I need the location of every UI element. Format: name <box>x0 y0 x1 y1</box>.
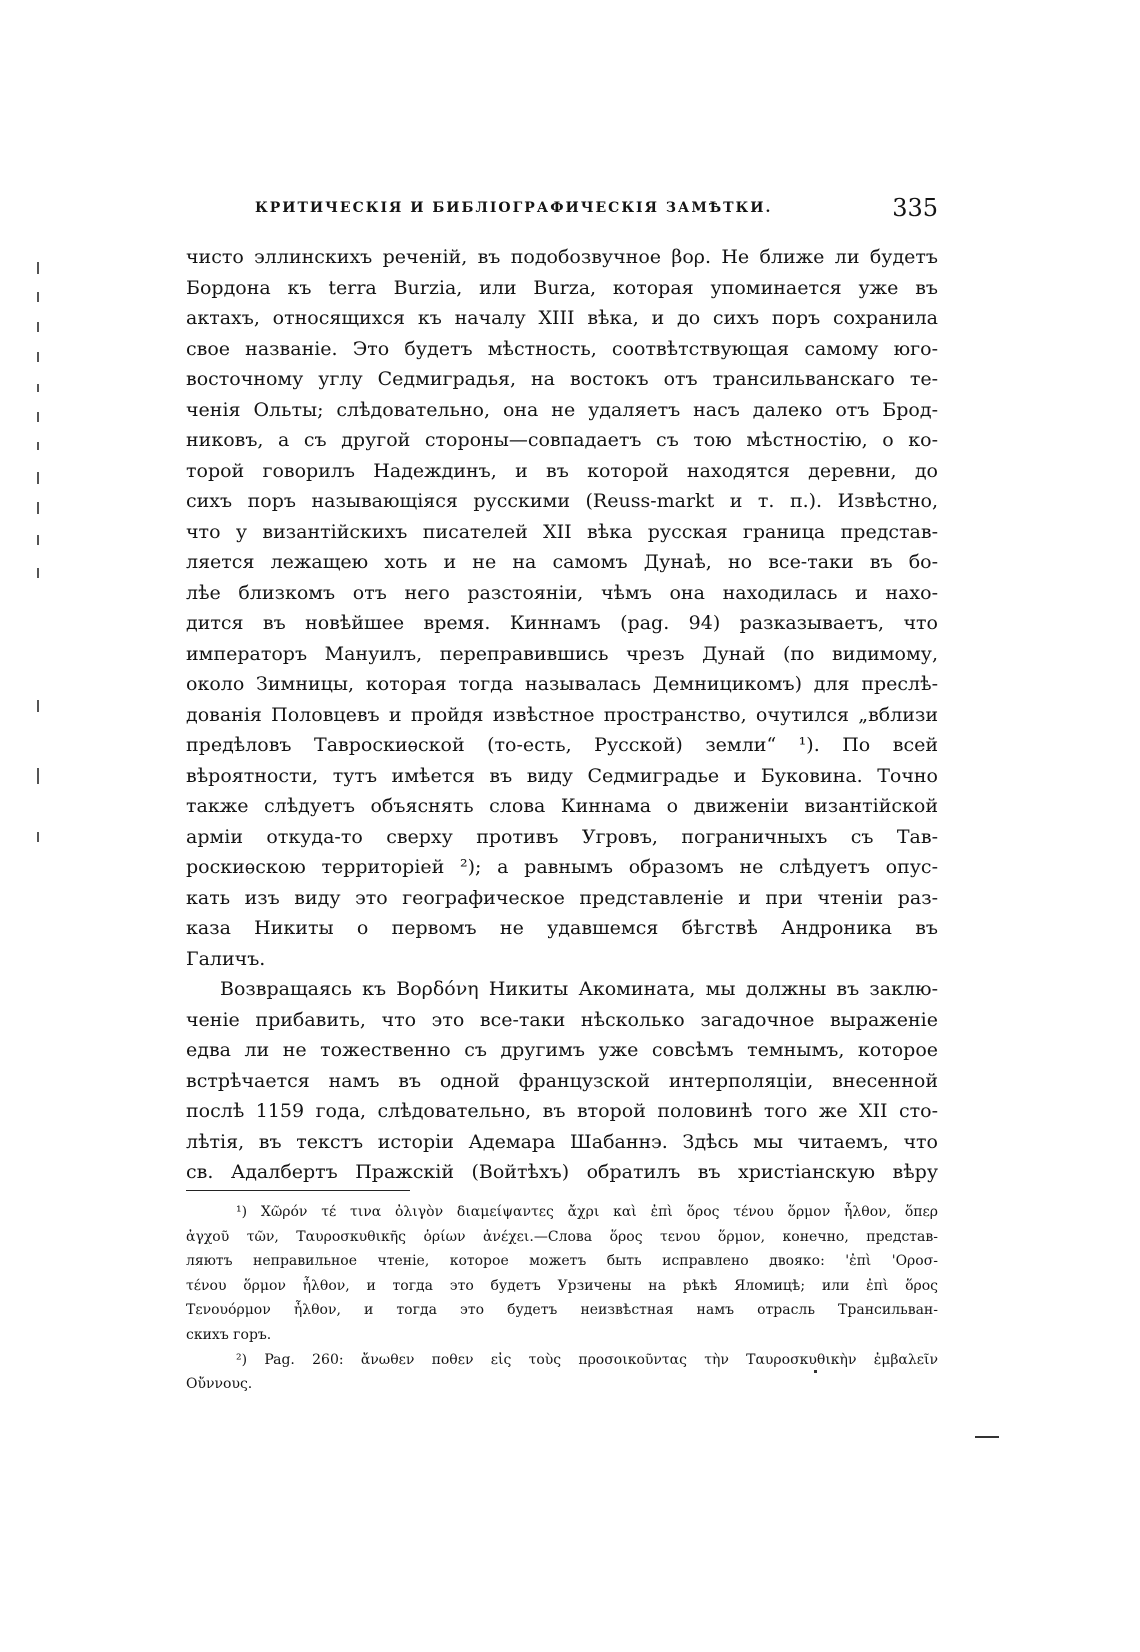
text-line: кать изъ виду это географическое представленіе и при чтеніи раз- <box>186 886 938 909</box>
text-line: вѣроятности, тутъ имѣется въ виду Седмиградье и Буковина. Точно <box>186 764 938 787</box>
text-line: ченія Ольты; слѣдовательно, она не удаляетъ насъ далеко отъ Брод- <box>186 398 938 421</box>
page-number: 335 <box>892 194 938 222</box>
text-line: актахъ, относящихся къ началу XIII вѣка, и до сихъ поръ сохранила <box>186 307 938 329</box>
text-line: арміи откуда-то сверху противъ Угровъ, пограничныхъ съ Тав- <box>186 825 938 848</box>
text-line: восточному углу Седмиградья, на востокъ отъ трансильванскаго те- <box>186 368 938 390</box>
footnotes <box>186 1200 938 1397</box>
scan-margin-mark <box>37 322 39 332</box>
scan-margin-mark <box>37 568 39 578</box>
scan-margin-mark <box>37 502 39 514</box>
footnote-line: скихъ горъ. <box>186 1326 272 1343</box>
scan-margin-mark <box>37 384 39 392</box>
text-line: никовъ, а съ другой стороны—совпадаетъ съ тою мѣстностію, о ко- <box>186 429 938 451</box>
footnote-line: ἀγχοῦ τῶν, Ταυροσκυθικῆς ὁρίων ἀνέχει.—Слова ὅρος τενου ὅρμον, конечно, представ- <box>186 1228 938 1245</box>
scan-margin-mark <box>37 832 39 842</box>
text-line: предѣловъ Тавроскиѳской (то-есть, Русской) земли“ ¹). По всей <box>186 734 938 756</box>
footnote-line: Οὔννους. <box>186 1376 253 1393</box>
footnote-line: ²) Pag. 260: ἄνωθεν ποθεν εἰς τοὺς προσοικοῦντας τὴν Ταυροσκυθικὴν ἐμβαλεῖν <box>236 1351 938 1368</box>
text-line: сихъ поръ называющіяся русскими (Reuss-markt и т. п.). Извѣстно, <box>186 490 938 512</box>
text-line: дованія Половцевъ и пройдя извѣстное пространство, очутился „вблизи <box>186 703 938 726</box>
text-line: свое названіе. Это будетъ мѣстность, соотвѣтствующая самому юго- <box>186 337 938 360</box>
scan-margin-mark <box>37 352 39 362</box>
text-line: лѣе близкомъ отъ него разстояніи, чѣмъ она находилась и нахо- <box>186 581 938 604</box>
text-line: едва ли не тожественно съ другимъ уже совсѣмъ темнымъ, которое <box>186 1039 938 1061</box>
scan-margin-mark <box>37 472 39 484</box>
running-head <box>185 194 938 228</box>
footnote-line: ляютъ неправильное чтеніе, которое можетъ быть исправлено двояко: 'ἐπὶ 'Οροσ- <box>186 1253 938 1270</box>
text-line: чисто эллинскихъ реченій, въ подобозвучное βορ. Не ближе ли будетъ <box>186 246 938 268</box>
scan-margin-mark <box>37 292 39 302</box>
text-line: послѣ 1159 года, слѣдовательно, въ второй половинѣ того же XII сто- <box>186 1100 938 1122</box>
text-line: также слѣдуетъ объяснять слова Киннама о движеніи византійской <box>186 795 938 817</box>
scan-margin-mark <box>37 442 39 450</box>
scan-margin-mark <box>37 700 39 712</box>
footnote-line: τένου ὅρμον ἦλθον, и тогда это будетъ Урзичены на рѣкѣ Яломицѣ; или ἐπὶ ὅρος <box>186 1277 938 1294</box>
text-line: ченіе прибавить, что это все-таки нѣсколько загадочное выраженіе <box>186 1008 938 1031</box>
text-line: каза Никиты о первомъ не удавшемся бѣгствѣ Андроника въ <box>186 917 938 939</box>
text-line: что у византійскихъ писателей XII вѣка русская граница представ- <box>186 520 938 543</box>
scan-speck <box>975 1436 999 1438</box>
scan-margin-mark <box>37 535 39 545</box>
running-title: КРИТИЧЕСКІЯ И БИБЛІОГРАФИЧЕСКІЯ ЗАМѢТКИ. <box>255 200 773 216</box>
footnote-line: Τενουόρμον ἦλθον, и тогда это будетъ неизвѣстная намъ отрасль Трансильван- <box>186 1302 938 1319</box>
footnote-line: ¹) Χῶρόν τέ τινα ὀλιγὸν διαμείψαντες ἄχρι καὶ ἐπὶ ὅρος τένου ὅρμον ἦλθον, ὅπερ <box>236 1204 938 1220</box>
footnote-divider <box>186 1190 410 1191</box>
body-text <box>186 242 938 1188</box>
text-line: встрѣчается намъ въ одной французской интерполяціи, внесенной <box>186 1069 938 1092</box>
text-line: Возвращаясь къ Βορδόνη Никиты Акомината, мы должны въ заклю- <box>220 978 938 1000</box>
text-line: торой говорилъ Надеждинъ, и въ которой находятся деревни, до <box>186 459 938 482</box>
text-line: около Зимницы, которая тогда называлась Демницикомъ) для преслѣ- <box>186 673 938 695</box>
text-line: лѣтія, въ текстъ исторіи Адемара Шабаннэ. Здѣсь мы читаемъ, что <box>186 1130 938 1153</box>
text-line: роскиѳскою территоріей ²); а равнымъ образомъ не слѣдуетъ опус- <box>186 856 938 878</box>
scan-margin-mark <box>37 262 39 274</box>
scan-margin-mark <box>37 768 39 784</box>
text-line: императоръ Мануилъ, переправившись чрезъ Дунай (по видимому, <box>186 642 938 665</box>
text-line: дится въ новѣйшее время. Киннамъ (pag. 94) разказываетъ, что <box>186 612 938 634</box>
text-line: Галичъ. <box>186 947 266 970</box>
text-line: св. Адалбертъ Пражскій (Войтѣхъ) обратилъ въ христіанскую вѣру <box>186 1161 938 1183</box>
text-line: Бордона къ terra Burzia, или Burza, которая упоминается уже въ <box>186 276 938 299</box>
text-line: ляется лежащею хоть и не на самомъ Дунаѣ, но все-таки въ бо- <box>186 551 938 573</box>
scan-margin-mark <box>37 412 39 422</box>
